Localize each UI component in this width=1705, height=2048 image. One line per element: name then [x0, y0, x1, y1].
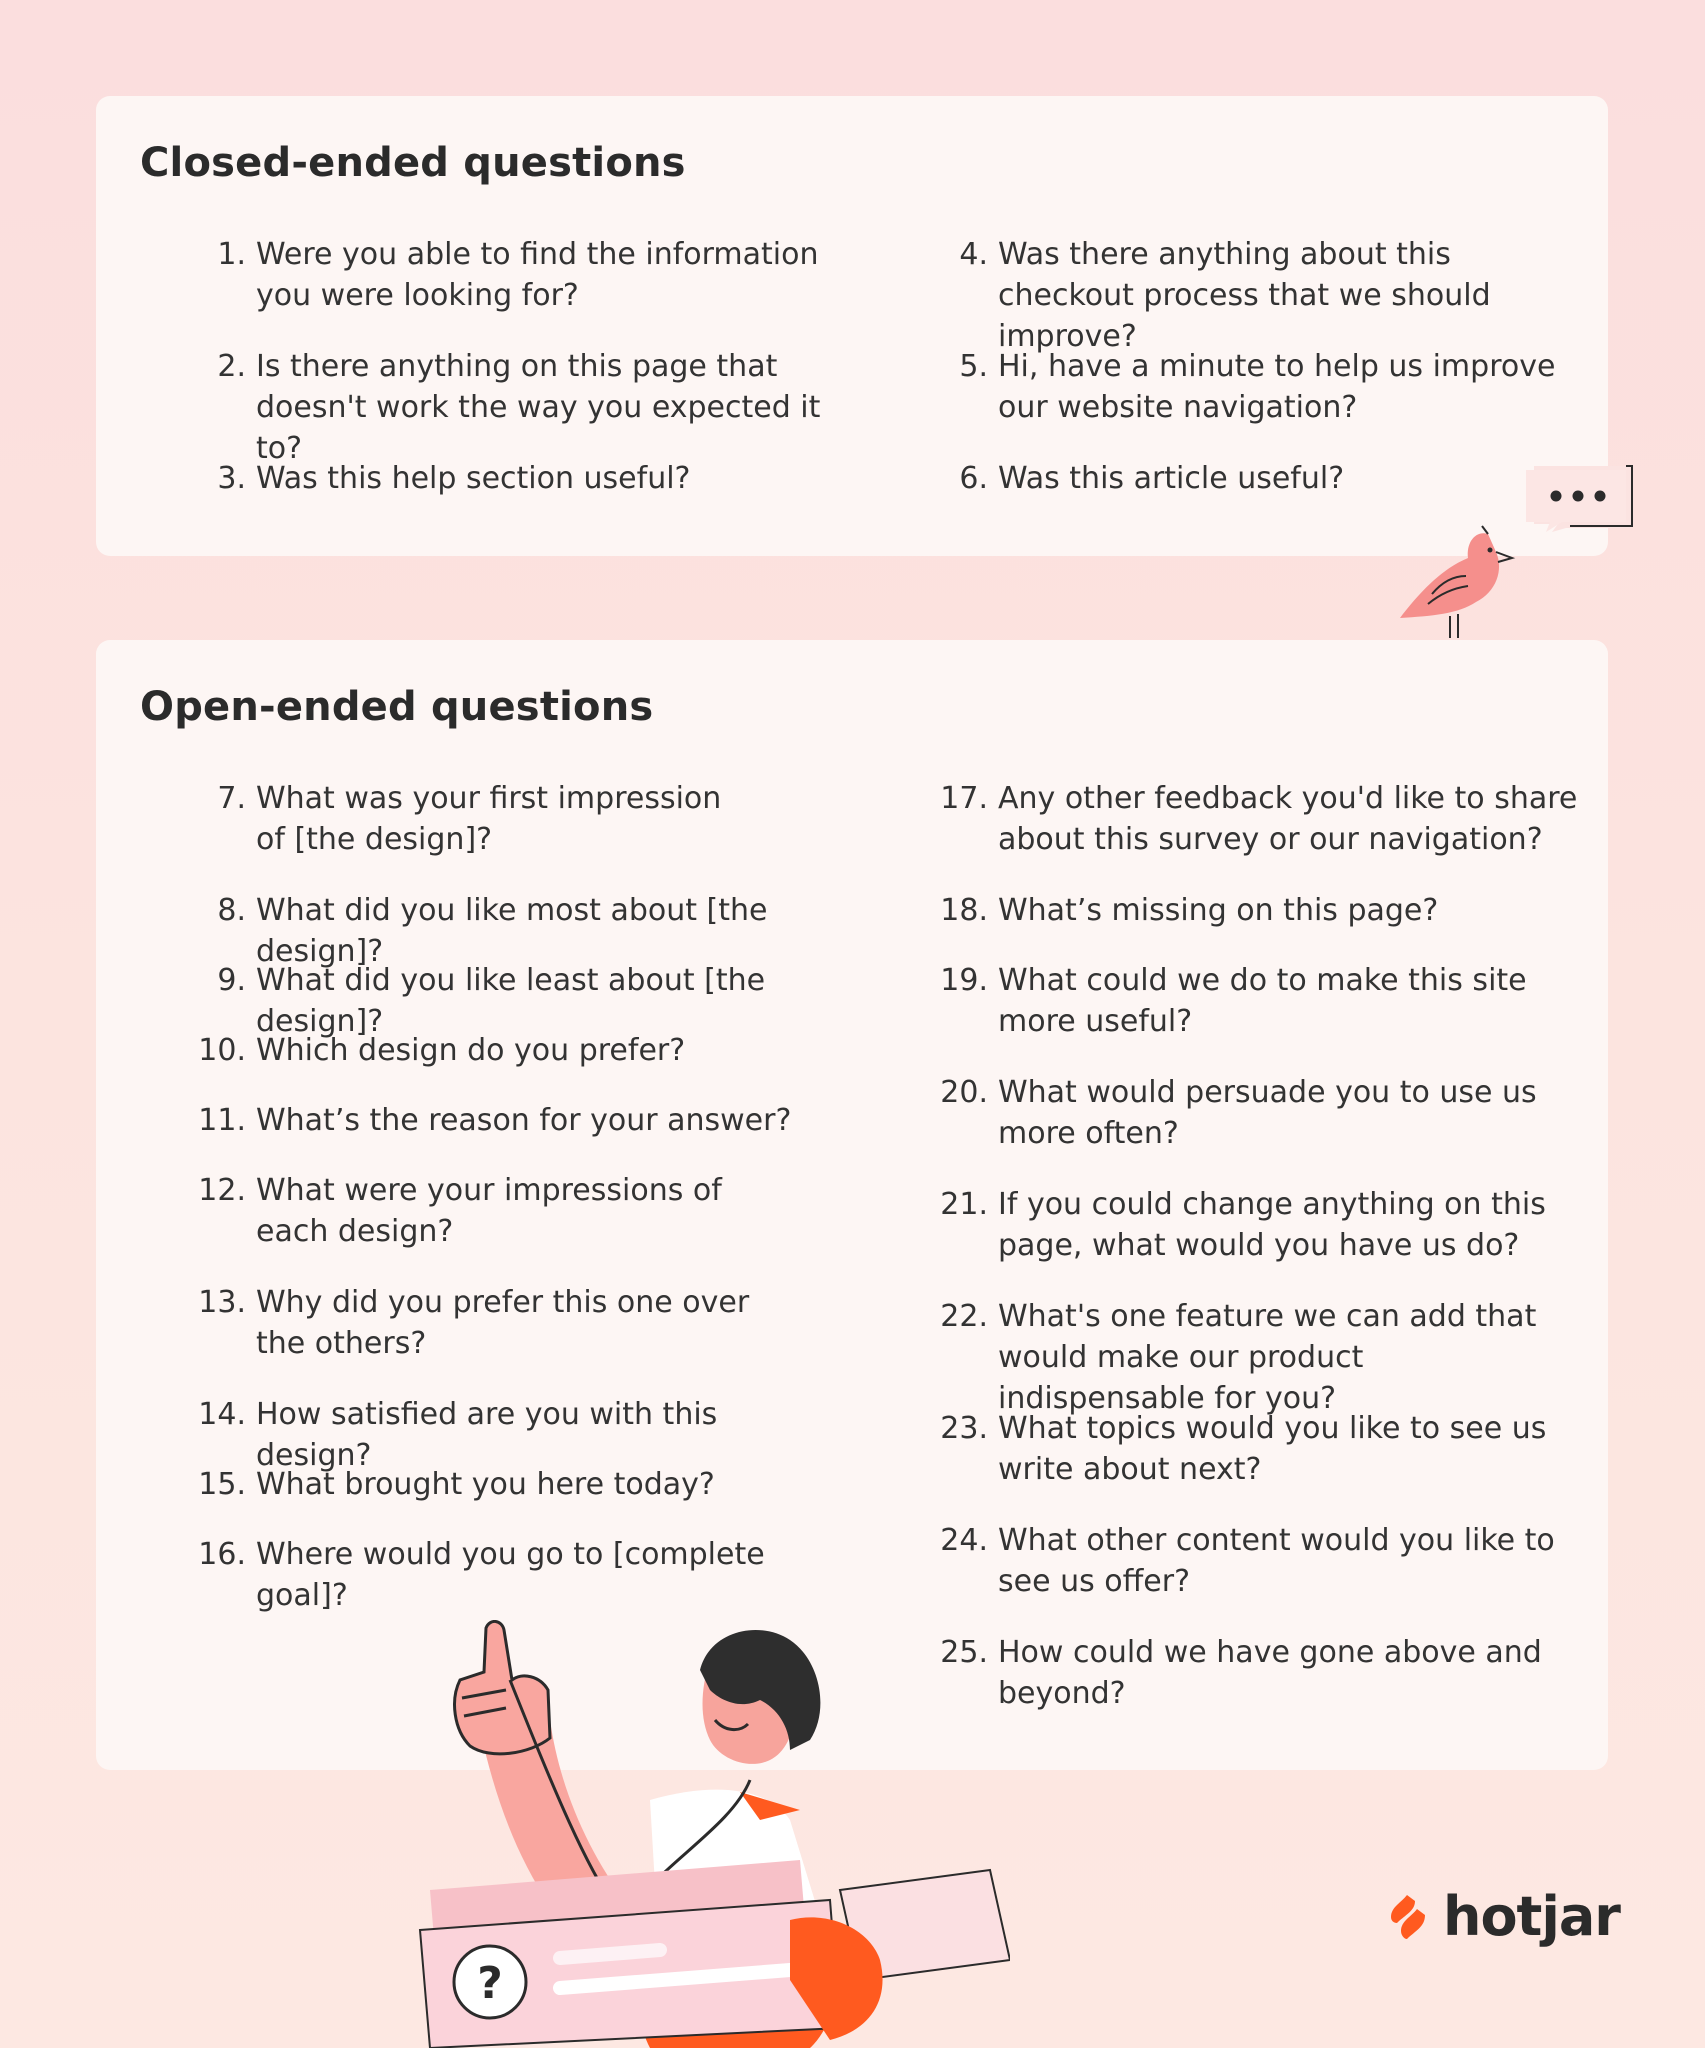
item-number: 23. — [940, 1411, 988, 1446]
item-text: Was this article useful? — [998, 461, 1345, 496]
item-text: Were you able to find the information you were looking for? — [256, 237, 819, 313]
item-text: What brought you here today? — [256, 1467, 715, 1502]
item-text: If you could change anything on this page, what would you have us do? — [998, 1187, 1546, 1263]
item-number: 3. — [217, 461, 246, 496]
closed-questions-card — [96, 96, 1608, 556]
item-text: Any other feedback you'd like to share about this survey or our navigation? — [998, 781, 1578, 857]
item-number: 17. — [940, 781, 988, 816]
hotjar-wordmark: hotjar — [1443, 1885, 1620, 1948]
open-questions-title: Open-ended questions — [140, 684, 654, 730]
person-thumbs-up-illustration — [410, 1620, 1010, 2048]
item-number: 21. — [940, 1187, 988, 1222]
item-number: 15. — [198, 1467, 246, 1502]
item-text: What was your first impression of [the design]? — [256, 781, 722, 857]
open-questions-card — [96, 640, 1608, 1770]
item-text: What's one feature we can add that would make our product indispensable for you? — [998, 1299, 1537, 1416]
item-number: 5. — [959, 349, 988, 384]
hotjar-flame-icon — [1385, 1893, 1429, 1941]
item-text: What were your impressions of each design? — [256, 1173, 722, 1249]
item-number: 24. — [940, 1523, 988, 1558]
item-text: Why did you prefer this one over the others? — [256, 1285, 750, 1361]
speech-bubble-icon — [1522, 462, 1636, 532]
item-number: 4. — [959, 237, 988, 272]
item-number: 13. — [198, 1285, 246, 1320]
item-text: Is there anything on this page that doesn't work the way you expected it to? — [256, 349, 821, 466]
item-text: Was there anything about this checkout process that we should improve? — [998, 237, 1491, 354]
item-text: What would persuade you to use us more often? — [998, 1075, 1537, 1151]
item-number: 6. — [959, 461, 988, 496]
item-number: 8. — [217, 893, 246, 928]
item-number: 14. — [198, 1397, 246, 1432]
item-number: 12. — [198, 1173, 246, 1208]
item-text: How satisfied are you with this design? — [256, 1397, 718, 1473]
item-text: What topics would you like to see us write about next? — [998, 1411, 1547, 1487]
item-number: 2. — [217, 349, 246, 384]
item-text: What did you like least about [the design]? — [256, 963, 766, 1039]
bird-icon — [1392, 524, 1522, 644]
item-text: What’s missing on this page? — [998, 893, 1439, 928]
item-text: How could we have gone above and beyond? — [998, 1635, 1542, 1711]
item-number: 25. — [940, 1635, 988, 1670]
item-number: 10. — [198, 1033, 246, 1068]
item-number: 18. — [940, 893, 988, 928]
item-number: 11. — [198, 1103, 246, 1138]
item-text: What did you like most about [the design]? — [256, 893, 768, 969]
item-number: 1. — [217, 237, 246, 272]
item-number: 9. — [217, 963, 246, 998]
item-text: Which design do you prefer? — [256, 1033, 686, 1068]
item-number: 19. — [940, 963, 988, 998]
item-number: 20. — [940, 1075, 988, 1110]
item-text: Where would you go to [complete goal]? — [256, 1537, 765, 1613]
item-text: What could we do to make this site more useful? — [998, 963, 1527, 1039]
item-text: What’s the reason for your answer? — [256, 1103, 792, 1138]
question-mark-glyph: ? — [477, 1958, 503, 2009]
closed-questions-title: Closed-ended questions — [140, 140, 686, 186]
item-text: Hi, have a minute to help us improve our website navigation? — [998, 349, 1556, 425]
item-number: 7. — [217, 781, 246, 816]
hotjar-logo — [1385, 1885, 1620, 1948]
item-text: Was this help section useful? — [256, 461, 691, 496]
item-text: What other content would you like to see us offer? — [998, 1523, 1555, 1599]
item-number: 22. — [940, 1299, 988, 1334]
item-number: 16. — [198, 1537, 246, 1572]
